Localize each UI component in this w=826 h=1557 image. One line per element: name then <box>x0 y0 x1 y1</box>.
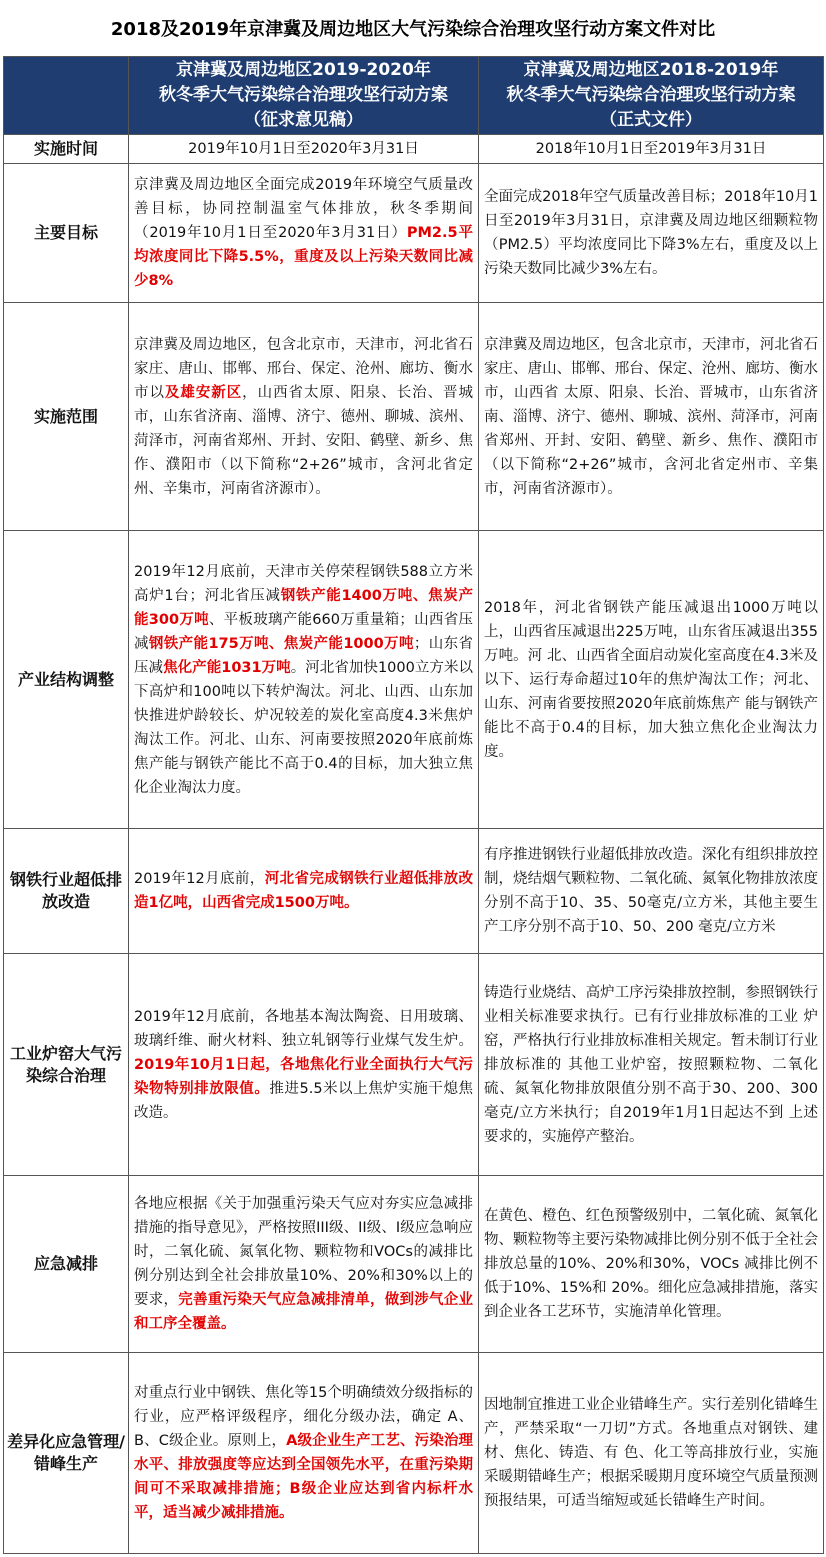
comparison-table <box>3 56 824 1554</box>
table-row <box>4 829 824 954</box>
highlighted-text: A级企业生产工艺、污染治理水平、排放强度等应达到全国领先水平，在重污染期间可不采取减排措施；B级企业应达到省内标杆水平，适当减少减排措施。 <box>134 1433 473 1521</box>
header-2018-line1: 京津冀及周边地区2018-2019年 <box>523 60 779 80</box>
cell-2019-plan <box>129 954 479 1176</box>
highlighted-text: 钢铁产能1400万吨、焦炭产能300万吨 <box>134 587 473 628</box>
cell-text: 2019年10月1日至2020年3月31日 <box>188 141 419 157</box>
row-label: 差异化应急管理/错峰生产 <box>4 1353 129 1554</box>
cell-text: 京津冀及周边地区，包含北京市，天津市，河北省石家庄、唐山、邯郸、邢台、保定、沧州、廊坊、衡水市，山西省 太原、阳泉、长治、晋城市，山东省济南、淄博、济宁、德州、聊城、滨州、菏泽市，河南省郑州、开封、安阳、鹤壁、新乡、焦作、濮阳市（以下简称“2+26”城市，含河北省定州市、辛集市，河南省济源市）。 <box>484 336 818 497</box>
cell-2019-plan <box>129 1176 479 1353</box>
cell-text: 、平板玻璃产能660万重量箱；山西省压减 <box>134 611 473 652</box>
cell-text: 。河北省加快1000立方米以下高炉和100吨以下转炉淘汰。河北、山西、山东加快推进炉龄较长、炉况较差的炭化室高度4.3米焦炉淘汰工作。河北、山东、河南要按照2020年底前炼焦产能与钢铁产能比不高于0.4的目标，加大独立焦化企业淘汰力度。 <box>134 659 474 796</box>
header-2018-plan <box>479 57 824 135</box>
cell-text: 各地应根据《关于加强重污染天气应对夯实应急减排措施的指导意见》，严格按照III级、II级、I级应急响应时，二氧化硫、氮氧化物、颗粒物和VOCs的减排比例分别达到全社会排放量10%、20%和30%以上的要求， <box>134 1196 473 1308</box>
highlighted-text: 钢铁产能175万吨、焦炭产能1000万吨 <box>148 635 414 652</box>
header-2019-line1: 京津冀及周边地区2019-2020年 <box>176 60 431 80</box>
cell-2019-plan <box>129 135 479 164</box>
cell-text: 因地制宜推进工业企业错峰生产。实行差别化错峰生产，严禁采取“一刀切”方式。各地重点对钢铁、建材、焦化、铸造、有 色、化工等高排放行业，实施采暖期错峰生产；根据采暖期月度环境空气质量预测预报结果，可适当缩短或延长错峰生产时间。 <box>484 1397 818 1509</box>
table-row <box>4 1353 824 1554</box>
cell-text: ，山西省太原、阳泉、长治、晋城市，山东省济南、淄博、济宁、德州、聊城、滨州、菏泽市，河南省郑州、开封、安阳、鹤壁、新乡、焦作、濮阳市（以下简称“2+26”城市，含河北省定州、辛集市，河南省济源市）。 <box>134 384 474 497</box>
table-row <box>4 303 824 531</box>
cell-text: 2018年，河北省钢铁产能压减退出1000万吨以上，山西省压减退出225万吨，山东省压减退出355万吨。河 北、山西省全面启动炭化室高度在4.3米及以下、运行寿命超过10年的焦炉淘汰工作；河北、山东、河南省要按照2020年底前炼焦产 能与钢铁产能比不高于0.4的目标，加大独立焦化企业淘汰力度。 <box>484 599 818 760</box>
cell-text: 全面完成2018年空气质量改善目标；2018年10月1日至2019年3月31日，京津冀及周边地区细颗粒物（PM2.5）平均浓度同比下降3%左右，重度及以上污染天数同比减少3%左右。 <box>484 189 818 277</box>
row-label: 实施时间 <box>4 135 129 164</box>
header-2019-line2: 秋冬季大气污染综合治理攻坚行动方案 <box>159 85 448 105</box>
cell-text: 2018年10月1日至2019年3月31日 <box>535 141 767 157</box>
cell-text: 在黄色、橙色、红色预警级别中，二氧化硫、氮氧化物、颗粒物等主要污染物减排比例分别不低于全社会排放总量的10%、20%和30%，VOCs 减排比例不低于10%、15%和 20%。细化应急减排措施，落实到企业各工艺环节，实施清单化管理。 <box>484 1208 818 1320</box>
cell-text: 推进5.5米以上焦炉实施干熄焦改造。 <box>134 1080 474 1121</box>
highlighted-text: 2019年10月1日起，各地焦化行业全面执行大气污染物特别排放限值。 <box>134 1056 473 1097</box>
row-label: 钢铁行业超低排放改造 <box>4 829 129 954</box>
cell-text: 对重点行业中钢铁、焦化等15个明确绩效分级指标的行业，应严格评级程序，细化分级办法，确定 A、B、C级企业。原则上， <box>134 1385 473 1449</box>
table-row <box>4 954 824 1176</box>
header-blank <box>4 57 129 135</box>
highlighted-text: 河北省完成钢铁行业超低排放改造1亿吨，山西省完成1500万吨。 <box>134 871 473 911</box>
row-label: 产业结构调整 <box>4 531 129 829</box>
cell-2019-plan <box>129 1353 479 1554</box>
table-row <box>4 531 824 829</box>
highlighted-text: PM2.5平均浓度同比下降5.5%，重度及以上污染天数同比减少8% <box>134 225 473 289</box>
cell-text: 2019年12月底前，天津市关停荣程钢铁588立方米高炉1台；河北省压减 <box>134 563 473 604</box>
cell-2018-plan <box>479 135 824 164</box>
header-2019-line3: （征求意见稿） <box>244 110 363 130</box>
cell-2018-plan <box>479 829 824 954</box>
table-body <box>4 135 824 1554</box>
header-2018-line2: 秋冬季大气污染综合治理攻坚行动方案 <box>506 85 796 105</box>
header-2018-line3: （正式文件） <box>600 110 702 130</box>
cell-2019-plan <box>129 829 479 954</box>
cell-2018-plan <box>479 303 824 531</box>
cell-text: ；山东省压减 <box>134 635 474 676</box>
header-2019-plan <box>129 57 479 135</box>
table-row <box>4 135 824 164</box>
highlighted-text: 及雄安新区 <box>164 384 243 401</box>
highlighted-text: 完善重污染天气应急减排清单，做到涉气企业和工序全覆盖。 <box>134 1292 473 1332</box>
row-label: 工业炉窑大气污染综合治理 <box>4 954 129 1176</box>
table-row <box>4 1176 824 1353</box>
cell-text: 有序推进钢铁行业超低排放改造。深化有组织排放控制，烧结烟气颗粒物、二氧化硫、氮氧化物排放浓度分别不高于10、35、50毫克/立方米，其他主要生产工序分别不高于10、50、200 毫克/立方米 <box>484 847 818 935</box>
table-header-row <box>4 57 824 135</box>
row-label: 应急减排 <box>4 1176 129 1353</box>
cell-2018-plan <box>479 954 824 1176</box>
cell-2018-plan <box>479 1176 824 1353</box>
cell-text: 铸造行业烧结、高炉工序污染排放控制，参照钢铁行业相关标准要求执行。已有行业排放标准的工业 炉窑，严格执行行业排放标准相关规定。暂未制订行业排放标准的 其他工业炉窑，按照颗粒物、二氧化硫、氮氧化物排放限值分别不高于30、200、300毫克/立方米执行；自2019年1月1日起达不到 上述要求的，实施停产整治。 <box>484 984 818 1145</box>
cell-2019-plan <box>129 303 479 531</box>
cell-2018-plan <box>479 531 824 829</box>
cell-text: 京津冀及周边地区，包含北京市，天津市，河北省石家庄、唐山、邯郸、邢台、保定、沧州、廊坊、衡水市以 <box>134 336 473 401</box>
highlighted-text: 焦化产能1031万吨 <box>163 659 291 676</box>
cell-text: 京津冀及周边地区全面完成2019年环境空气质量改善目标，协同控制温室气体排放，秋冬季期间（2019年10月1日至2020年3月31日） <box>134 177 473 241</box>
row-label: 主要目标 <box>4 164 129 303</box>
row-label: 实施范围 <box>4 303 129 531</box>
cell-2018-plan <box>479 1353 824 1554</box>
cell-text: 2019年12月底前，各地基本淘汰陶瓷、日用玻璃、玻璃纤维、耐火材料、独立轧钢等行业煤气发生炉。 <box>134 1008 473 1049</box>
cell-2019-plan <box>129 531 479 829</box>
cell-2018-plan <box>479 164 824 303</box>
table-row <box>4 164 824 303</box>
document-title: 2018及2019年京津冀及周边地区大气污染综合治理攻坚行动方案文件对比 <box>110 19 716 40</box>
cell-2019-plan <box>129 164 479 303</box>
cell-text: 2019年12月底前， <box>134 871 265 887</box>
